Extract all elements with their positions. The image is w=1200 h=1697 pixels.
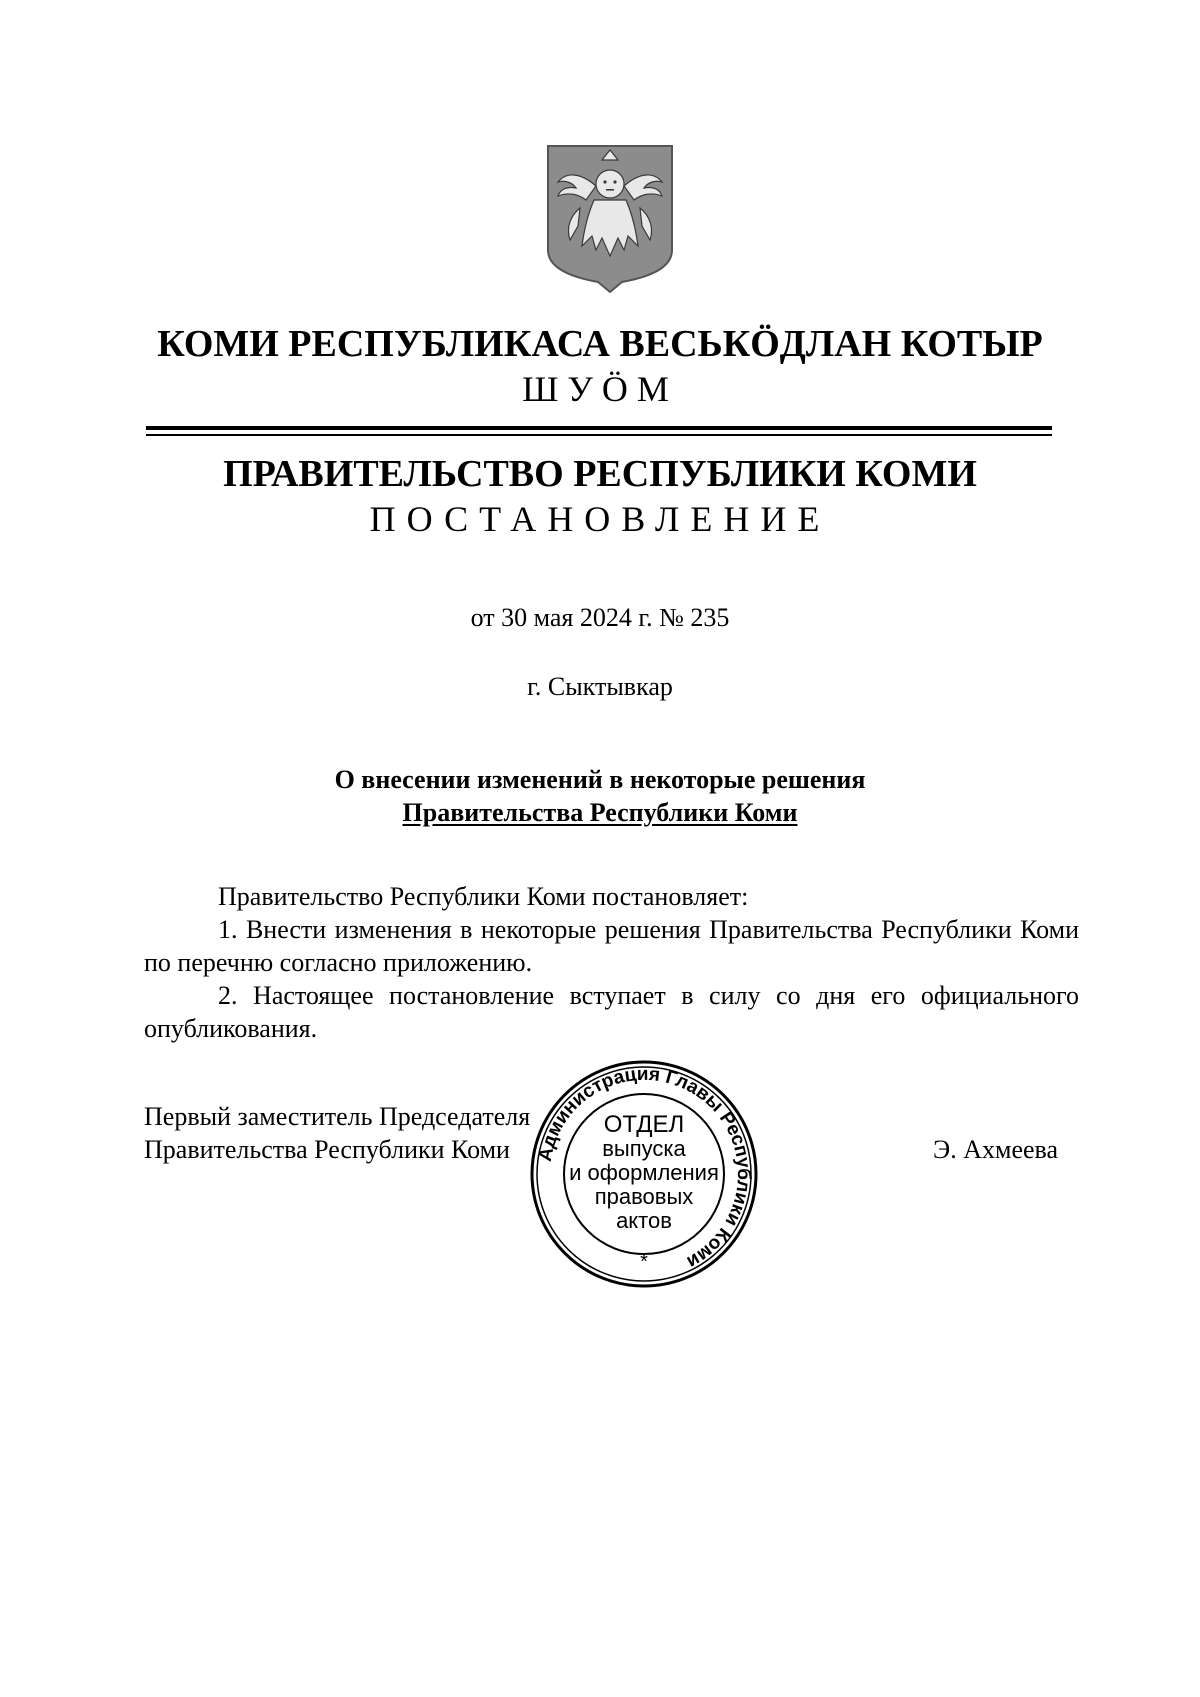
signatory-position-line-1: Первый заместитель Председателя bbox=[144, 1102, 531, 1131]
signatory-name: Э. Ахмеева bbox=[933, 1135, 1058, 1164]
russian-government-title: ПРАВИТЕЛЬСТВО РЕСПУБЛИКИ КОМИ bbox=[223, 453, 977, 495]
stamp-star: * bbox=[640, 1251, 648, 1273]
stamp-line-4: правовых bbox=[594, 1184, 694, 1209]
coat-of-arms-icon bbox=[544, 142, 676, 294]
stamp-line-3: и оформления bbox=[569, 1160, 719, 1185]
komi-document-type: ШУӦМ bbox=[522, 369, 678, 409]
stamp-ring-text: Администрация Главы Республики Коми bbox=[534, 1063, 755, 1273]
header-divider-thick bbox=[146, 426, 1052, 430]
document-city: г. Сыктывкар bbox=[527, 672, 673, 701]
body-preamble: Правительство Республики Коми постановляет: bbox=[218, 882, 749, 911]
russian-document-type: ПОСТАНОВЛЕНИЕ bbox=[369, 499, 831, 539]
header-divider-thin bbox=[146, 434, 1052, 436]
subject-line-1: О внесении изменений в некоторые решения bbox=[334, 765, 866, 794]
signatory-position-line-2: Правительства Республики Коми bbox=[144, 1135, 510, 1164]
signatory-position bbox=[144, 1100, 530, 1166]
document-date-number: от 30 мая 2024 г. № 235 bbox=[470, 603, 730, 632]
resolution-body bbox=[144, 880, 1079, 1045]
stamp-line-1: ОТДЕЛ bbox=[603, 1111, 685, 1138]
subject-line-2: Правительства Республики Коми bbox=[402, 798, 798, 827]
stamp-line-2: выпуска bbox=[602, 1136, 686, 1161]
body-item-2: 2. Настоящее постановление вступает в силу со дня его официального опубликования. bbox=[144, 981, 1079, 1043]
body-item-1: 1. Внести изменения в некоторые решения Правительства Республики Коми по перечню согласно приложению. bbox=[144, 915, 1079, 977]
stamp-line-5: актов bbox=[616, 1208, 672, 1233]
official-seal-stamp bbox=[528, 1058, 760, 1290]
komi-government-title: КОМИ РЕСПУБЛИКАСА ВЕСЬКӦДЛАН КОТЫР bbox=[157, 323, 1043, 365]
